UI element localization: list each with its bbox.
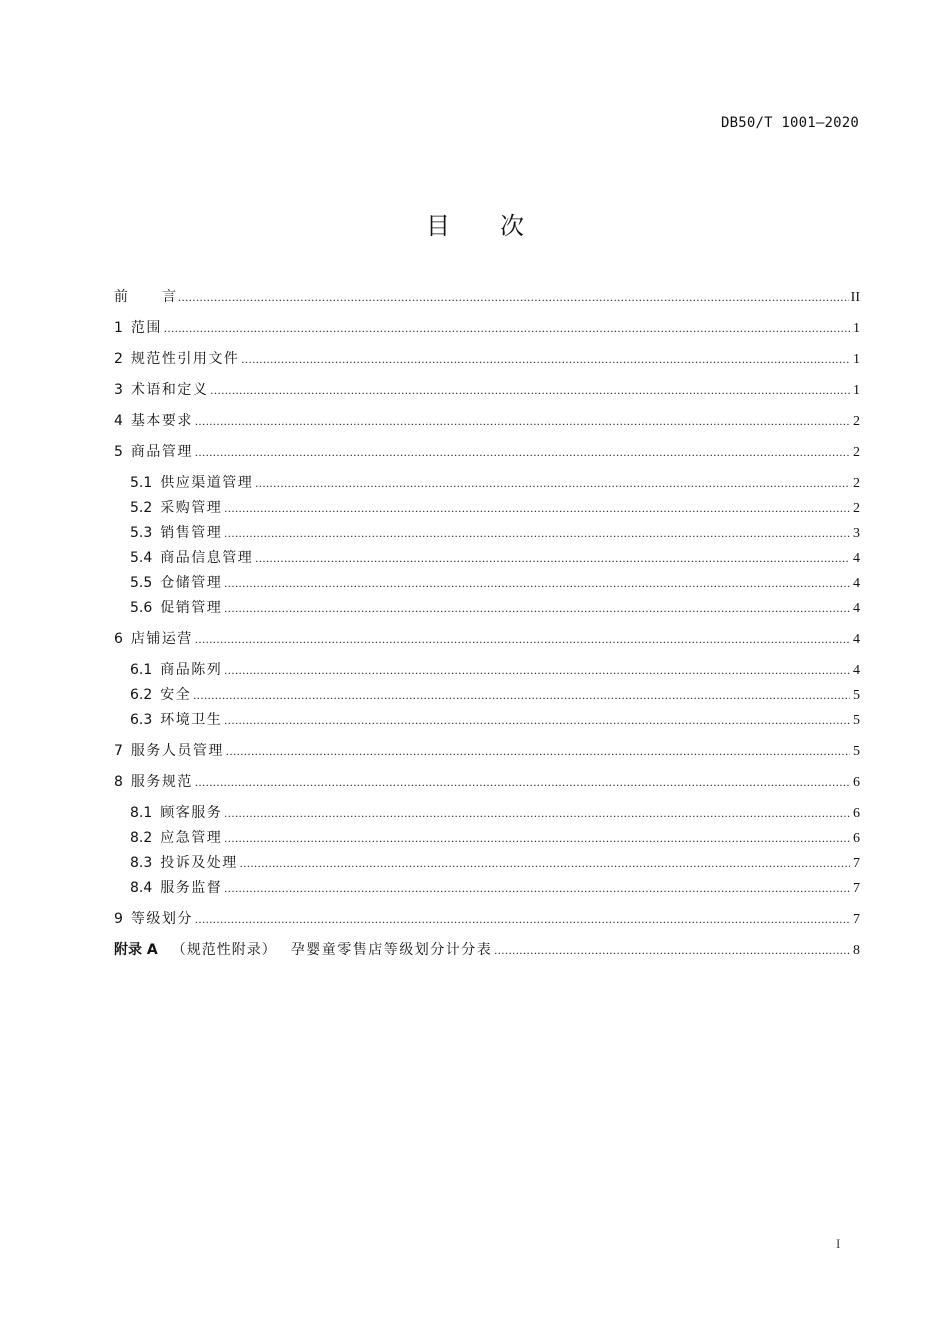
toc-entry[interactable] (114, 471, 860, 496)
toc-entry[interactable] (114, 440, 860, 471)
toc-entry[interactable] (114, 851, 860, 876)
toc-entry-page: 4 (853, 576, 860, 591)
dot-leader (195, 627, 850, 652)
toc-entry[interactable] (114, 409, 860, 440)
toc-entry-label: 安全 (160, 687, 192, 703)
toc-entry-label: 服务人员管理 (130, 743, 224, 759)
toc-entry-label: 范围 (130, 320, 162, 336)
dot-leader (224, 876, 850, 901)
toc-entry-label: 销售管理 (160, 525, 223, 541)
toc-entry-label: 投诉及处理 (160, 855, 238, 871)
toc-entry-page: 3 (853, 526, 860, 541)
toc-entry-page: 4 (853, 601, 860, 616)
toc-entry-page: 2 (853, 414, 860, 429)
toc-entry-label: 供应渠道管理 (160, 475, 254, 491)
dot-leader (224, 571, 850, 596)
appendix-heading: 附录 A (114, 942, 158, 958)
toc-entry-page: 2 (853, 476, 860, 491)
toc-entry-label: 等级划分 (130, 911, 193, 927)
toc-entry-page: 7 (853, 881, 860, 896)
standard-code: DB50/T 1001—2020 (720, 115, 859, 131)
toc-entry-label: 规范性引用文件 (130, 351, 240, 367)
toc-entry-page: 8 (853, 943, 860, 958)
toc-entry[interactable] (114, 596, 860, 627)
toc-entry-number: 5.3 (130, 525, 153, 541)
toc-entry-page: 7 (853, 856, 860, 871)
toc-entry-number: 6.2 (130, 687, 153, 703)
toc-entry[interactable] (114, 521, 860, 546)
appendix-type: （规范性附录） (171, 942, 277, 958)
toc-entry[interactable] (114, 770, 860, 801)
toc-entry-label: 基本要求 (130, 413, 193, 429)
toc-entry-number: 8.2 (130, 830, 153, 846)
toc-entry-page: 6 (853, 831, 860, 846)
toc-entry-number: 8 (114, 774, 123, 790)
toc-entry-number: 5.4 (130, 550, 153, 566)
toc-entry-label: 环境卫生 (160, 712, 223, 728)
toc-entry[interactable] (114, 571, 860, 596)
toc-entry-label: 服务规范 (130, 774, 193, 790)
toc-entry-number: 6.1 (130, 662, 153, 678)
dot-leader (224, 801, 850, 826)
toc-entry-label: 商品管理 (130, 444, 193, 460)
toc-entry-label: 应急管理 (160, 830, 223, 846)
toc-entry-label: 服务监督 (160, 880, 223, 896)
toc-entry-page: 4 (853, 551, 860, 566)
dot-leader (178, 285, 849, 310)
dot-leader (224, 521, 850, 546)
toc-entry-page: II (850, 290, 860, 305)
toc-entry-number: 8.3 (130, 855, 153, 871)
toc-entry-page: 5 (853, 713, 860, 728)
toc-entry-number: 4 (114, 413, 123, 429)
toc-entry[interactable] (114, 378, 860, 409)
toc-entry-page: 6 (853, 775, 860, 790)
dot-leader (224, 496, 850, 521)
toc-entry[interactable] (114, 683, 860, 708)
dot-leader (224, 826, 850, 851)
toc-entry[interactable] (114, 627, 860, 658)
title-char-2: 次 (500, 212, 524, 240)
toc-entry[interactable] (114, 347, 860, 378)
toc-entry-page: 1 (853, 383, 860, 398)
dot-leader (255, 471, 850, 496)
dot-leader (193, 683, 850, 708)
toc-entry-label: 仓储管理 (160, 575, 223, 591)
toc-entry[interactable] (114, 708, 860, 739)
dot-leader (195, 440, 850, 465)
toc-entry[interactable] (114, 496, 860, 521)
dot-leader (224, 596, 850, 621)
toc-entry[interactable] (114, 801, 860, 826)
toc-entry-page: 4 (853, 632, 860, 647)
toc-entry-page: 2 (853, 445, 860, 460)
dot-leader (195, 770, 850, 795)
toc-entry[interactable] (114, 826, 860, 851)
toc-entry-number: 8.4 (130, 880, 153, 896)
toc-entry-page: 5 (853, 688, 860, 703)
dot-leader (210, 378, 850, 403)
toc-entry-number: 8.1 (130, 805, 153, 821)
toc-entry-label: 术语和定义 (130, 382, 209, 398)
toc-entry-label: 采购管理 (160, 500, 223, 516)
dot-leader (226, 739, 850, 764)
toc-entry-number: 7 (114, 743, 123, 759)
dot-leader (255, 546, 850, 571)
dot-leader (240, 851, 850, 876)
toc-entry-label: 前 言 (114, 289, 176, 305)
toc-entry-preface[interactable] (114, 285, 860, 316)
toc-entry-page: 1 (853, 321, 860, 336)
toc-entry-page: 4 (853, 663, 860, 678)
toc-entry-page: 6 (853, 806, 860, 821)
toc-entry-number: 5 (114, 444, 123, 460)
toc-entry-label: 顾客服务 (160, 805, 223, 821)
toc-entry-number: 5.1 (130, 475, 153, 491)
table-of-contents (114, 285, 860, 969)
dot-leader (224, 708, 850, 733)
toc-entry-page: 1 (853, 352, 860, 367)
page-title (0, 206, 950, 241)
toc-entry-label: 促销管理 (160, 600, 223, 616)
toc-entry-label: 商品陈列 (160, 662, 223, 678)
toc-entry-number: 5.2 (130, 500, 153, 516)
toc-entry-label: 孕婴童零售店等级划分计分表 (290, 942, 493, 958)
toc-entry[interactable] (114, 658, 860, 683)
toc-entry-label: 商品信息管理 (160, 550, 254, 566)
toc-entry-number: 5.6 (130, 600, 153, 616)
toc-entry[interactable] (114, 907, 860, 938)
toc-entry-number: 1 (114, 320, 123, 336)
toc-entry[interactable] (114, 546, 860, 571)
dot-leader (195, 409, 850, 434)
toc-entry-number: 6 (114, 631, 123, 647)
toc-entry-appendix-a[interactable] (114, 938, 860, 969)
toc-entry-page: 7 (853, 912, 860, 927)
page-number: I (836, 1236, 841, 1251)
toc-entry-number: 5.5 (130, 575, 153, 591)
toc-entry-page: 2 (853, 501, 860, 516)
dot-leader (164, 316, 850, 341)
title-char-1: 目 (426, 212, 450, 240)
toc-entry-number: 6.3 (130, 712, 153, 728)
dot-leader (494, 938, 850, 963)
dot-leader (241, 347, 850, 372)
toc-entry[interactable] (114, 739, 860, 770)
toc-entry-number: 2 (114, 351, 123, 367)
toc-entry[interactable] (114, 876, 860, 907)
toc-entry-number: 9 (114, 911, 123, 927)
dot-leader (224, 658, 850, 683)
toc-entry-label: 店铺运营 (130, 631, 193, 647)
toc-entry-page: 5 (853, 744, 860, 759)
dot-leader (195, 907, 850, 932)
toc-entry-number: 3 (114, 382, 123, 398)
toc-entry[interactable] (114, 316, 860, 347)
